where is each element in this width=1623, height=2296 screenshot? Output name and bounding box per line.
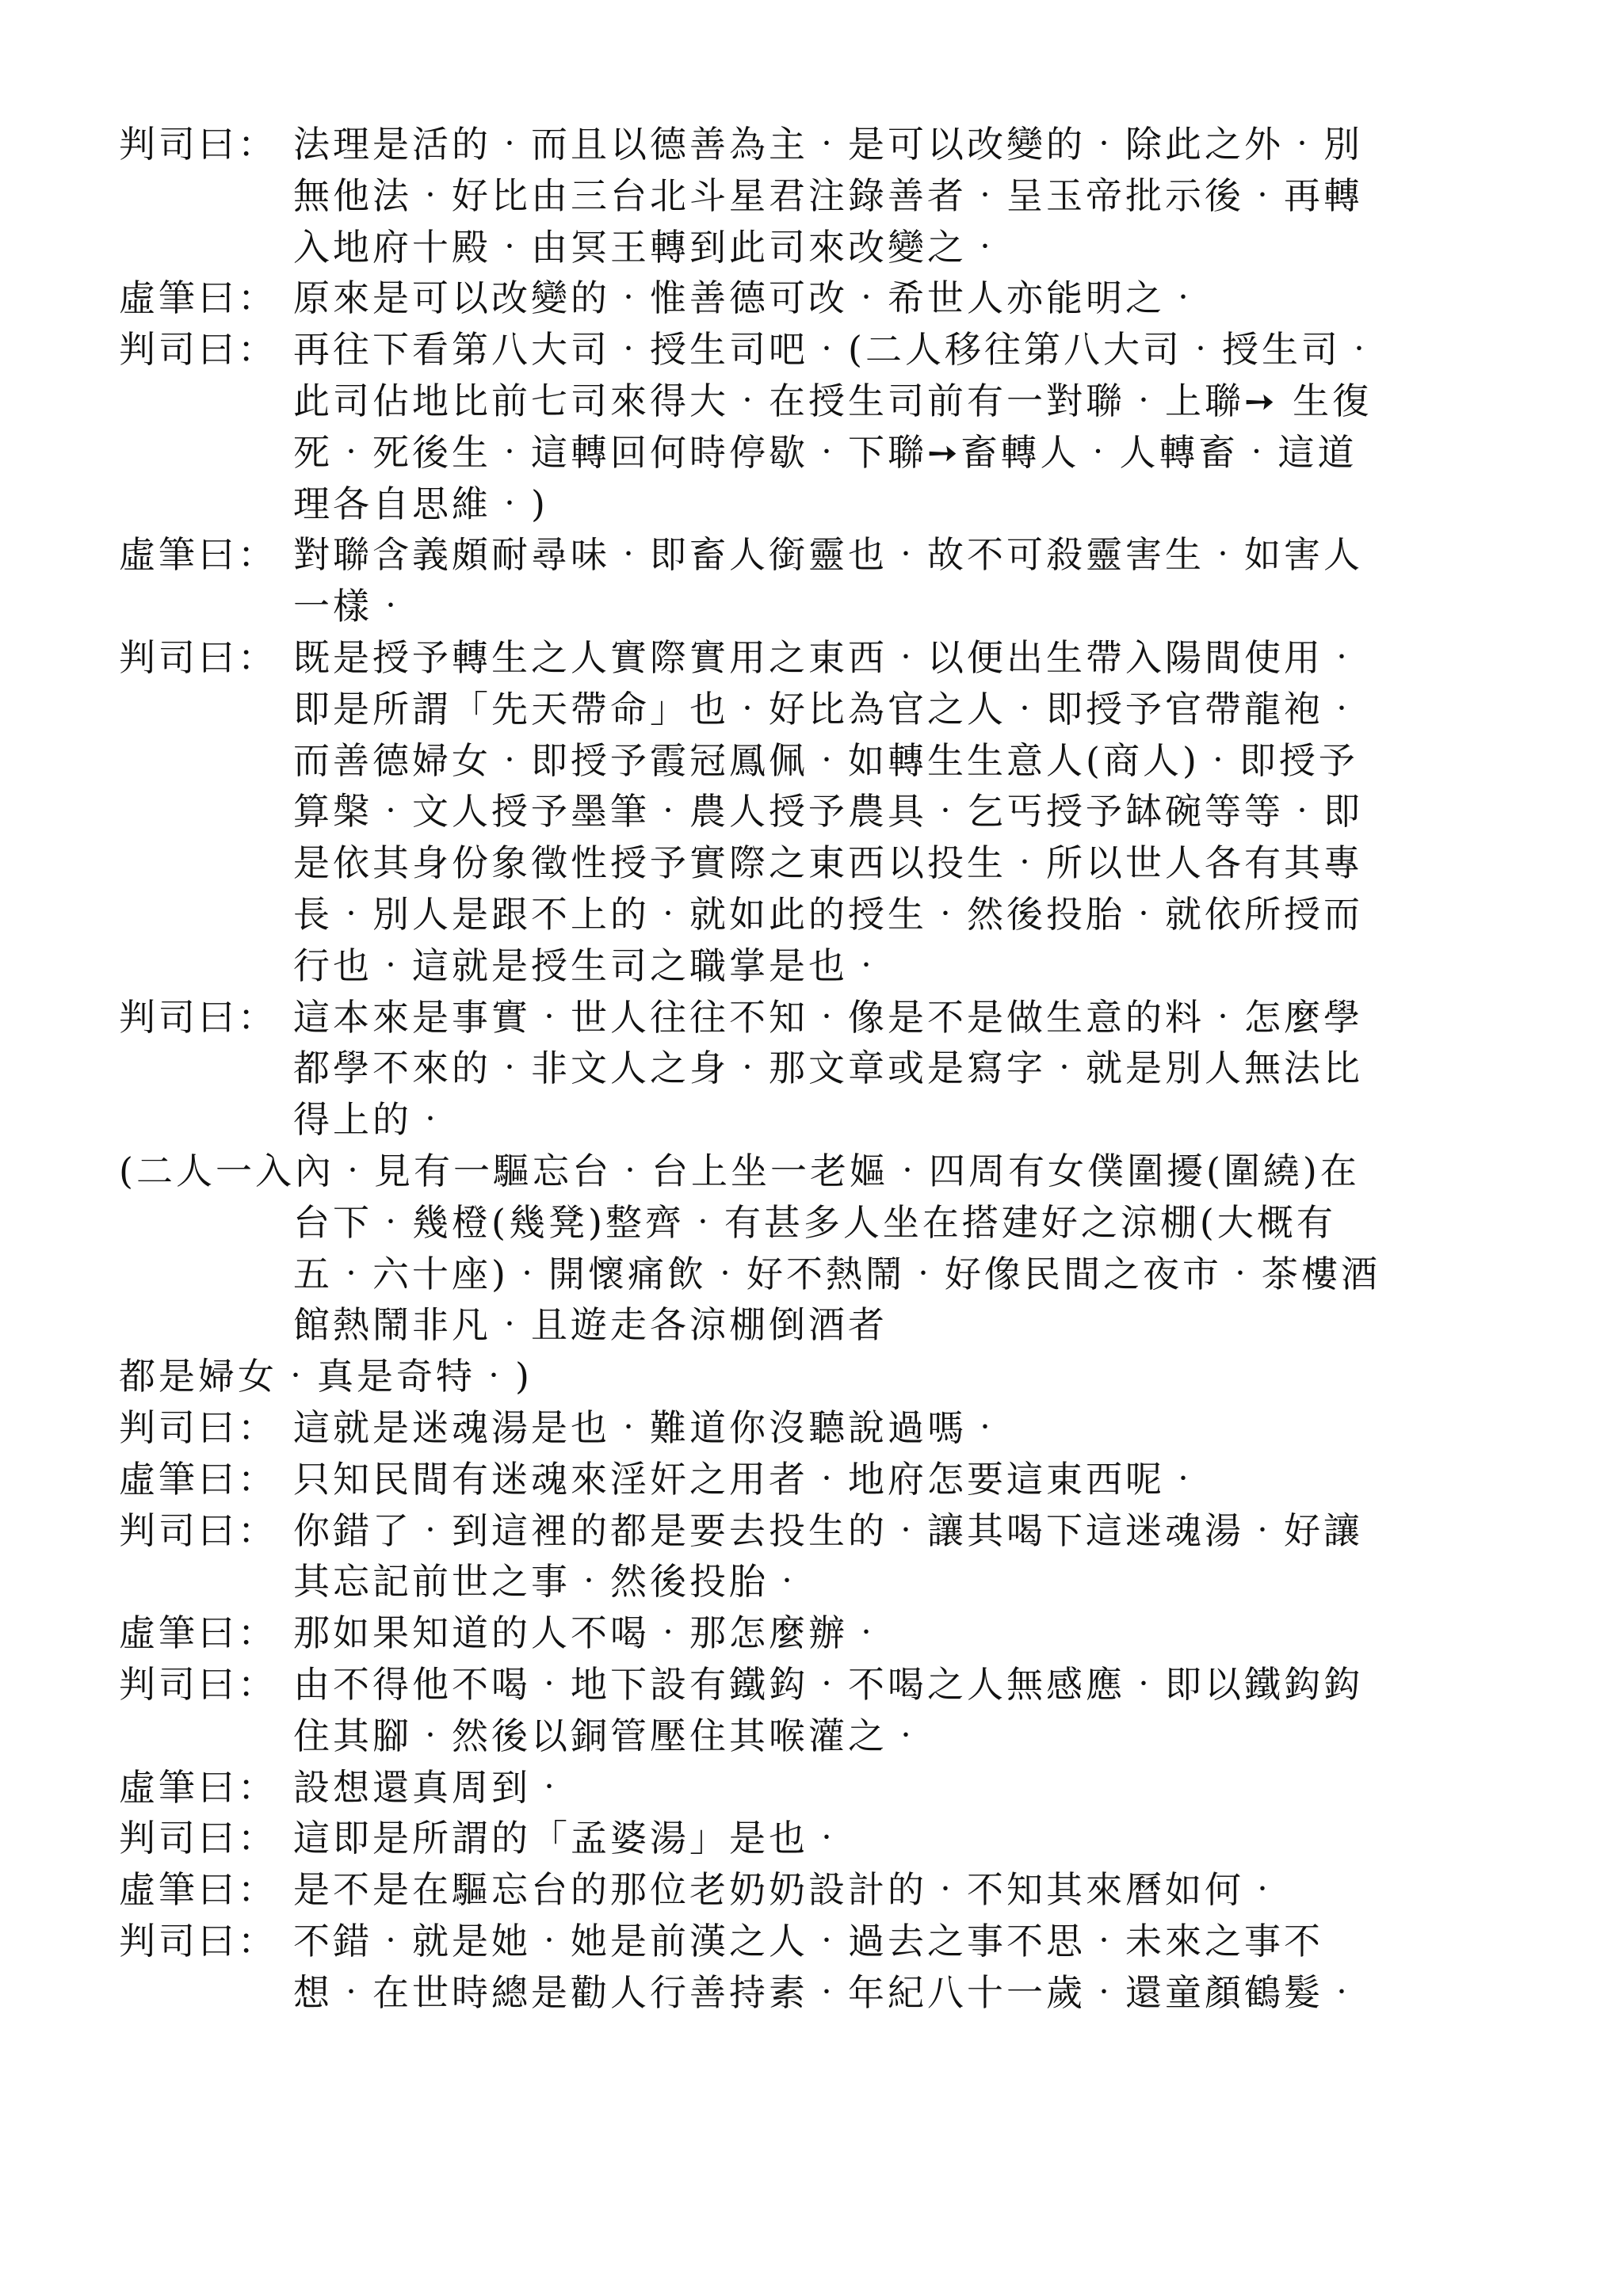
speaker-label: 判司曰： (119, 1508, 277, 1552)
dialogue-text (293, 324, 1514, 529)
dialogue-text (293, 1454, 1514, 1505)
dialogue-text (293, 1813, 1514, 1864)
speaker-label: 判司曰： (119, 1405, 277, 1449)
text-line: 長‧別人是跟不上的‧就如此的授生‧然後投胎‧就依所授而 (293, 892, 1363, 936)
speaker-label: 虛筆曰： (119, 1611, 277, 1655)
speaker-label: 虛筆曰： (119, 533, 277, 577)
dialogue-text (293, 1608, 1514, 1659)
dialogue-text (293, 273, 1514, 324)
text-line: 這本來是事實‧世人往往不知‧像是不是做生意的料‧怎麼學 (293, 995, 1363, 1039)
dialogue-entry (119, 1608, 1514, 1659)
dialogue-text (293, 1916, 1514, 2019)
dialogue-entry (119, 273, 1514, 324)
text-line: 行也‧這就是授生司之職掌是也‧ (293, 944, 888, 987)
text-line: 那如果知道的人不喝‧那怎麼辦‧ (293, 1611, 888, 1655)
speaker-label: 判司曰： (119, 635, 277, 679)
dialogue-entry (119, 632, 1514, 992)
dialogue-entry (119, 1813, 1514, 1864)
text-line: 一樣‧ (293, 585, 412, 628)
dialogue-entry (119, 1864, 1514, 1916)
speaker-label: 虛筆曰： (119, 277, 277, 320)
narration-line: 館熱鬧非凡‧且遊走各涼棚倒酒者 (293, 1303, 888, 1347)
text-line: 這即是所謂的「孟婆湯」是也‧ (293, 1817, 848, 1860)
dialogue-text (293, 1762, 1514, 1814)
text-line: 想‧在世時總是勸人行善持素‧年紀八十一歲‧還童顏鶴髮‧ (293, 1970, 1363, 2014)
text-line: 入地府十殿‧由冥王轉到此司來改變之‧ (293, 225, 1006, 269)
speaker-label: 虛筆曰： (119, 1765, 277, 1809)
text-line: 是依其身份象徵性授予實際之東西以投生‧所以世人各有其專 (293, 841, 1363, 885)
text-line: 都學不來的‧非文人之身‧那文章或是寫字‧就是別人無法比 (293, 1047, 1363, 1090)
dialogue-text (293, 1505, 1514, 1608)
text-line: 此司佔地比前七司來得大‧在授生司前有一對聯‧上聯➙ 生復 (293, 379, 1373, 422)
text-line: 你錯了‧到這裡的都是要去投生的‧讓其喝下這迷魂湯‧好讓 (293, 1508, 1363, 1552)
speaker-label: 判司曰： (119, 328, 277, 372)
dialogue-entry (119, 1454, 1514, 1505)
dialogue-entry (119, 1916, 1514, 2019)
speaker-label: 判司曰： (119, 1919, 277, 1962)
dialogue-text (293, 992, 1514, 1146)
speaker-label: 判司曰： (119, 123, 277, 166)
speaker-label: 判司曰： (119, 1662, 277, 1706)
text-line: 其忘記前世之事‧然後投胎‧ (293, 1560, 808, 1604)
text-line: 原來是可以改變的‧惟善德可改‧希世人亦能明之‧ (293, 277, 1205, 320)
text-line: 不錯‧就是她‧她是前漢之人‧過去之事不思‧未來之事不 (293, 1919, 1323, 1962)
dialogue-text (293, 1864, 1514, 1916)
dialogue-entry (119, 529, 1514, 632)
text-line: 是不是在驅忘台的那位老奶奶設計的‧不知其來曆如何‧ (293, 1868, 1284, 1912)
speaker-label: 判司曰： (119, 995, 277, 1039)
text-line: 死‧死後生‧這轉回何時停歇‧下聯➙畜轉人‧人轉畜‧這道 (293, 430, 1358, 474)
text-line: 對聯含義頗耐尋味‧即畜人銜靈也‧故不可殺靈害生‧如害人 (293, 533, 1363, 577)
dialogue-text (293, 1659, 1514, 1762)
dialogue-entry (119, 1659, 1514, 1762)
text-line: 設想還真周到‧ (293, 1765, 571, 1809)
narration-line: (二人一入內‧見有一驅忘台‧台上坐一老嫗‧四周有女僕圍擾(圍繞)在 (119, 1149, 1360, 1192)
dialogue-text (293, 529, 1514, 632)
dialogue-text (293, 632, 1514, 992)
text-line: 理各自思維‧) (293, 482, 548, 525)
text-line: 無他法‧好比由三台北斗星君注錄善者‧呈玉帝批示後‧再轉 (293, 174, 1363, 217)
text-line: 而善德婦女‧即授予霞冠鳳佩‧如轉生生意人(商人)‧即授予 (293, 738, 1358, 782)
text-line: 即是所謂「先天帶命」也‧好比為官之人‧即授予官帶龍袍‧ (293, 687, 1363, 730)
text-line: 法理是活的‧而且以德善為主‧是可以改變的‧除此之外‧別 (293, 123, 1363, 166)
dialogue-text (293, 1402, 1514, 1454)
text-line: 由不得他不喝‧地下設有鐵鈎‧不喝之人無感應‧即以鐵鈎鈎 (293, 1662, 1363, 1706)
speaker-label: 虛筆曰： (119, 1457, 277, 1501)
narration-line: 都是婦女‧真是奇特‧) (119, 1355, 533, 1398)
dialogue-text (293, 119, 1514, 273)
speaker-label: 判司曰： (119, 1817, 277, 1860)
narration-paragraph (119, 1146, 1514, 1402)
dialogue-entry (119, 1505, 1514, 1608)
dialogue-entry (119, 119, 1514, 273)
text-line: 這就是迷魂湯是也‧難道你沒聽說過嗎‧ (293, 1405, 1006, 1449)
text-line: 算槃‧文人授予墨筆‧農人授予農具‧乞丐授予缽碗等等‧即 (293, 790, 1363, 833)
narration-line: 台下‧幾橙(幾凳)整齊‧有甚多人坐在搭建好之涼棚(大概有 (293, 1200, 1336, 1244)
text-line: 得上的‧ (293, 1098, 452, 1142)
narration-line: 五‧六十座)‧開懷痛飲‧好不熱鬧‧好像民間之夜市‧茶樓酒 (293, 1252, 1381, 1295)
dialogue-entry (119, 324, 1514, 529)
dialogue-entry (119, 1402, 1514, 1454)
document-body (119, 119, 1514, 2018)
text-line: 住其腳‧然後以銅管壓住其喉灌之‧ (293, 1714, 927, 1757)
dialogue-entry (119, 1762, 1514, 1814)
speaker-label: 虛筆曰： (119, 1868, 277, 1912)
text-line: 再往下看第八大司‧授生司吧‧(二人移往第八大司‧授生司‧ (293, 328, 1381, 372)
text-line: 只知民間有迷魂來淫奸之用者‧地府怎要這東西呢‧ (293, 1457, 1205, 1501)
text-line: 既是授予轉生之人實際實用之東西‧以便出生帶入陽間使用‧ (293, 635, 1363, 679)
dialogue-entry (119, 992, 1514, 1146)
